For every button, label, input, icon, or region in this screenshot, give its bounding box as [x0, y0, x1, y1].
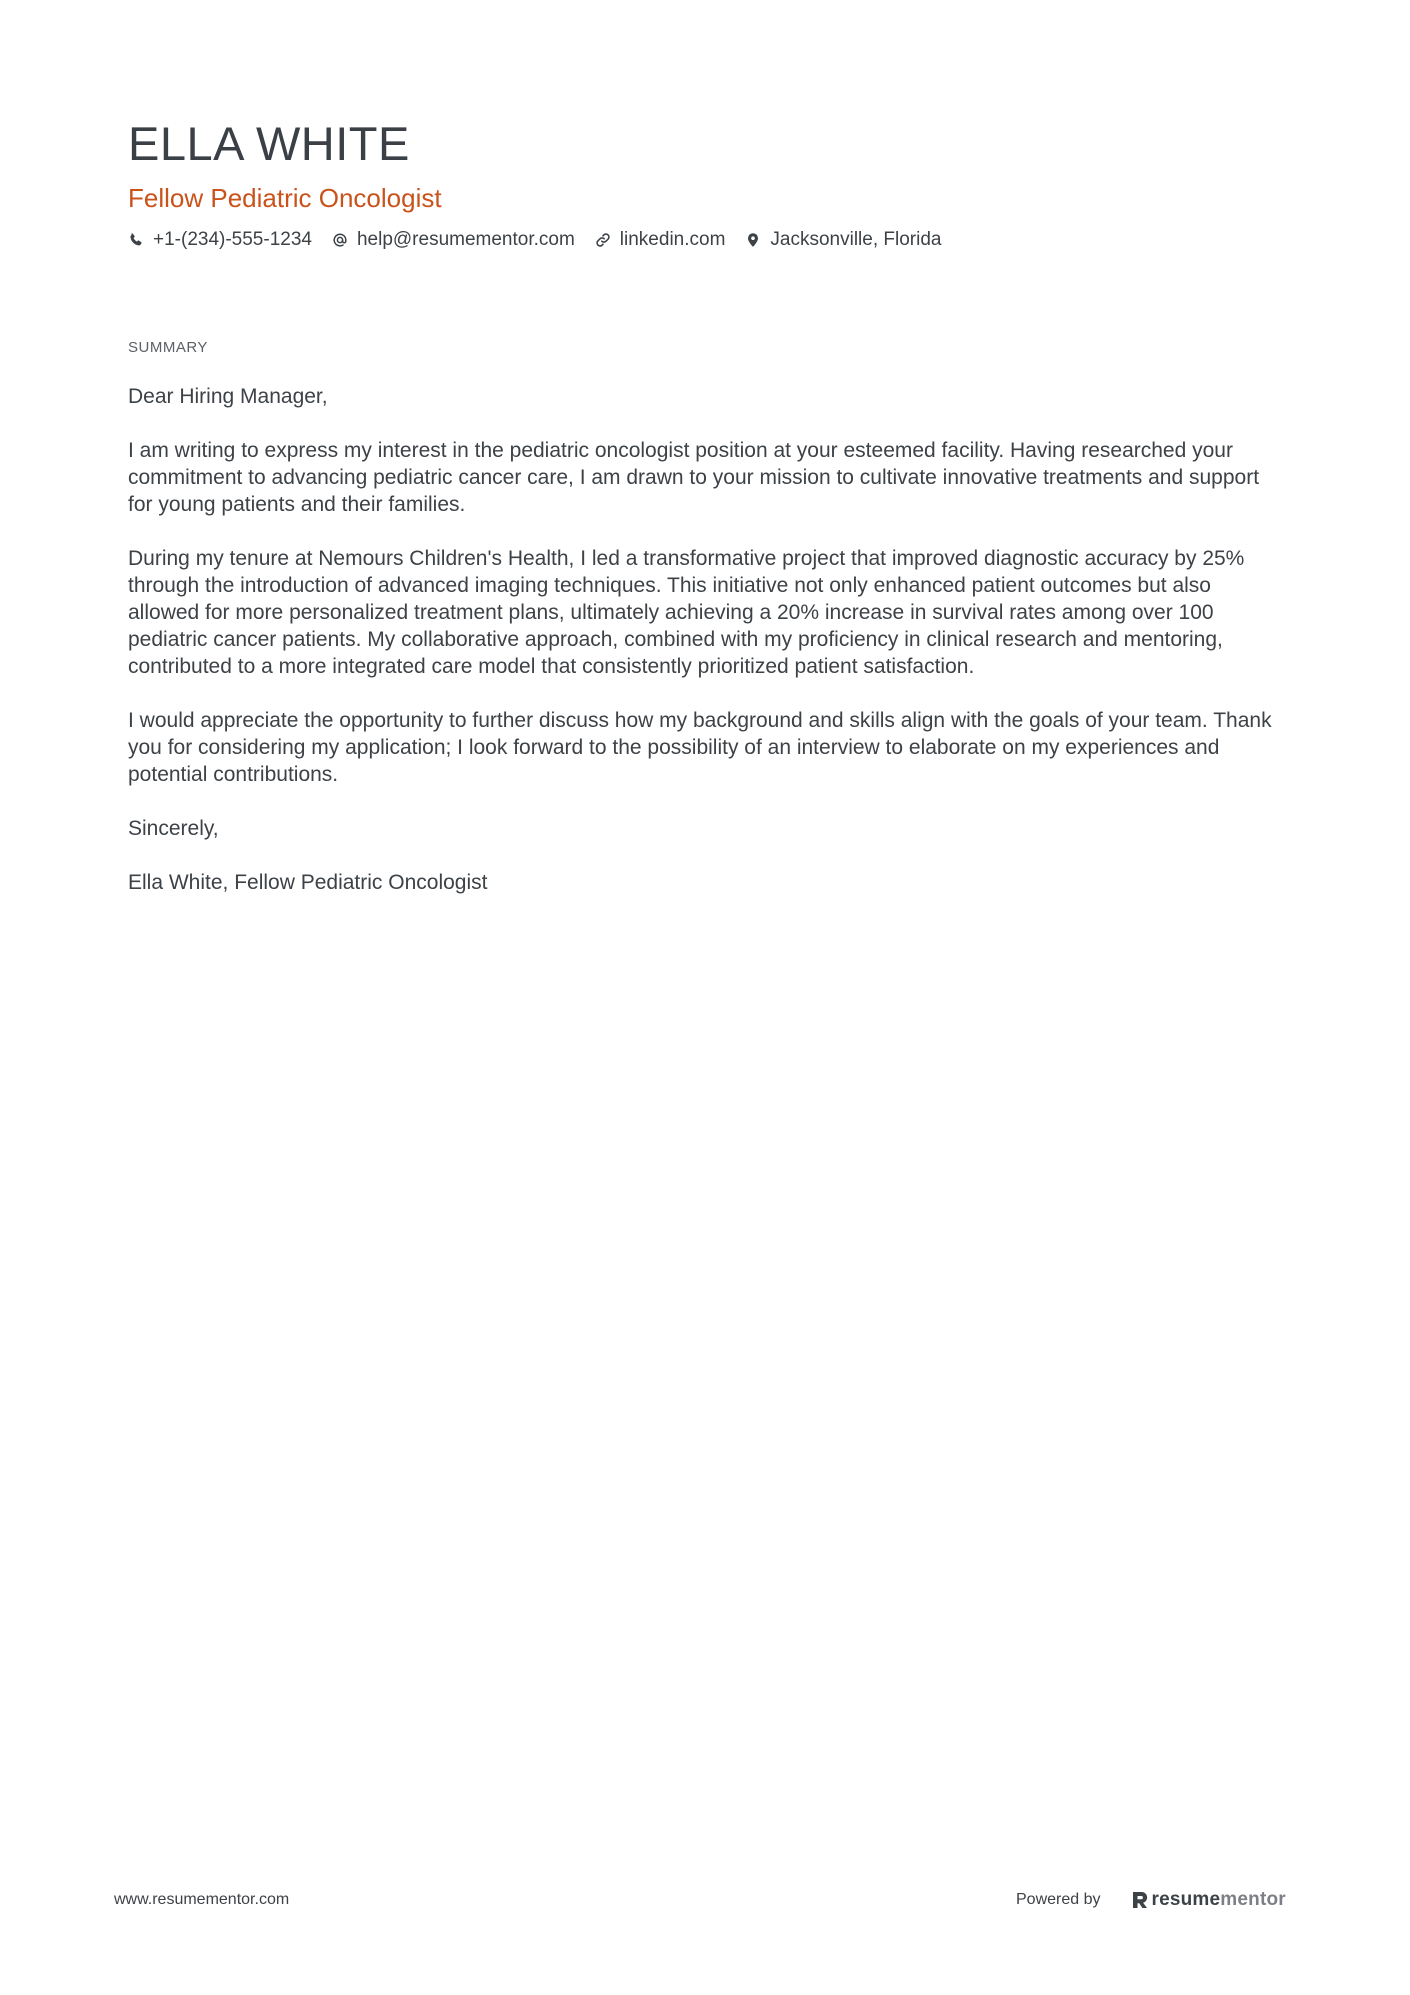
- letter-paragraph: During my tenure at Nemours Children's Health, I led a transformative project that improved diagnostic accuracy by 25% through the introduction of advanced imaging techniques. This initiative not only enhanced patient outcomes but also allowed for more personalized treatment plans, ultimately achieving a 20% increase in survival rates among over 100 pediatric cancer patients. My collaborative approach, combined with my proficiency in clinical research and mentoring, contributed to a more integrated care model that consistently prioritized patient satisfaction.: [128, 547, 1245, 678]
- summary-heading: SUMMARY: [128, 339, 208, 356]
- job-title: Fellow Pediatric Oncologist: [128, 183, 442, 213]
- phone-text: +1-(234)-555-1234: [153, 229, 312, 250]
- closing: Sincerely,: [128, 817, 219, 840]
- brand-name-bold: resume: [1151, 1889, 1221, 1910]
- letter-body: [128, 383, 1288, 923]
- location-text: Jacksonville, Florida: [770, 229, 942, 250]
- brand-name-light: mentor: [1220, 1889, 1286, 1910]
- brand-logo[interactable]: [1131, 1889, 1286, 1911]
- letter-paragraph: I would appreciate the opportunity to further discuss how my background and skills align with the goals of your team. Thank you for considering my application; I look forward to the possibility of an interview to elaborate on my experiences and potential contributions.: [128, 709, 1272, 786]
- contact-info: [128, 226, 961, 254]
- powered-by-label: Powered by: [1016, 1891, 1101, 1908]
- powered-by: [1016, 1889, 1286, 1911]
- letter-paragraph: I am writing to express my interest in the pediatric oncologist position at your esteemed facility. Having researched your commitment to advancing pediatric cancer care, I am drawn to your mission to cultivate innovative treatments and support for young patients and their families.: [128, 439, 1260, 516]
- contact-location: [745, 226, 941, 254]
- at-icon: [332, 232, 348, 248]
- location-pin-icon: [745, 232, 761, 248]
- footer-url[interactable]: www.resumementor.com: [114, 1891, 290, 1908]
- linkedin-text: linkedin.com: [619, 229, 726, 250]
- candidate-name: ELLA WHITE: [128, 117, 410, 170]
- contact-phone: [128, 226, 312, 254]
- contact-linkedin: [595, 226, 726, 254]
- signature: Ella White, Fellow Pediatric Oncologist: [128, 871, 488, 894]
- contact-email: [332, 226, 575, 254]
- phone-icon: [128, 232, 144, 248]
- link-icon: [595, 232, 611, 248]
- resumementor-logo-icon: [1131, 1890, 1149, 1910]
- email-text: help@resumementor.com: [356, 229, 575, 250]
- salutation: Dear Hiring Manager,: [128, 385, 328, 408]
